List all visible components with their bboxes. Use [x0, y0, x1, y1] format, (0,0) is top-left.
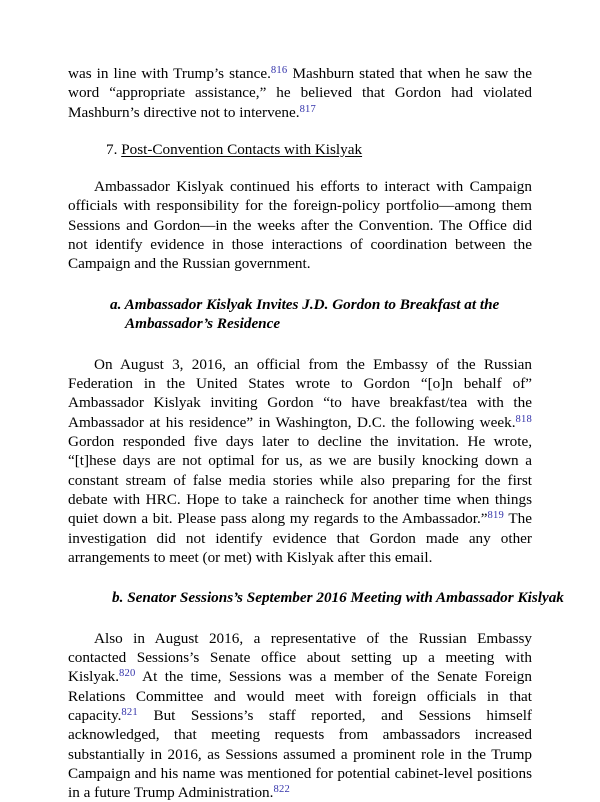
paragraph-a	[68, 355, 532, 567]
section-heading-number: 7.	[106, 140, 122, 158]
footnote-ref-821[interactable]: 821	[121, 706, 138, 718]
paragraph-continued-text-2: Mashburn stated that when he saw the word “appropriate assistance,” he believed that Gordon had violated Mashburn’s directive not to intervene.	[68, 65, 532, 121]
paragraph-b-text-3: But Sessions’s staff reported, and Sessions himself acknowledged, that meeting requests from ambassadors increased substantially in 2016, as Sessions assumed a prominent role in the Trump Campaign and his name was mentioned for potential cabinet-level positions in a future Trump Administration.	[68, 706, 532, 802]
paragraph-b	[68, 629, 532, 802]
spacer	[68, 334, 532, 355]
footnote-ref-822[interactable]: 822	[273, 784, 290, 796]
paragraph-a-text-3: The investigation did not identify evidence that Gordon made any other arrangements to meet (or met) with Kislyak after this email.	[68, 510, 532, 566]
section-heading-7	[68, 140, 570, 159]
spacer	[68, 274, 532, 295]
footnote-ref-820[interactable]: 820	[119, 668, 136, 680]
footnote-ref-818[interactable]: 818	[515, 413, 532, 425]
section-heading-title: Post-Convention Contacts with Kislyak	[121, 140, 363, 158]
subsection-heading-a	[68, 295, 574, 334]
spacer	[68, 159, 532, 177]
spacer	[68, 122, 532, 140]
paragraph-continued	[68, 64, 532, 122]
paragraph-a-text-1: On August 3, 2016, an official from the Embassy of the Russian Federation in the United States wrote to Gordon “[o]n behalf of” Ambassador Kislyak inviting Gordon “to have breakfast/tea with the Ambassador at his residence” in Washington, D.C. the following week.	[68, 355, 532, 431]
spacer	[68, 608, 532, 629]
subsection-heading-b: b. Senator Sessions’s September 2016 Meeting with Ambassador Kislyak	[112, 589, 564, 607]
paragraph-a-text-2: Gordon responded five days later to decline the invitation. He wrote, “[t]hese days are not optimal for us, as we are busily knocking down a constant stream of false media stories while also preparing for the first debate with HRC. Hope to take a raincheck for another time when things quiet down a bit. Please pass along my regards to the Ambassador.”	[68, 433, 532, 528]
subsection-heading-a-line2: Ambassador’s Residence	[125, 315, 281, 333]
paragraph-b-text-2: At the time, Sessions was a member of the Senate Foreign Relations Committee and would meet with foreign officials in that capacity.	[68, 668, 532, 724]
spacer	[68, 567, 532, 588]
paragraph-intro: Ambassador Kislyak continued his efforts to interact with Campaign officials with responsibility for the foreign-policy portfolio—among them Sessions and Gordon—in the weeks after the Convention. The Office did not identify evidence in those interactions of coordination between the Campaign and the Russian government.	[68, 178, 532, 273]
footnote-ref-819[interactable]: 819	[487, 510, 505, 522]
subsection-heading-a-line1: a. Ambassador Kislyak Invites J.D. Gordon to Breakfast at the	[110, 295, 500, 313]
paragraph-continued-text-1: was in line with Trump’s stance.	[68, 65, 271, 82]
footnote-ref-816[interactable]: 816	[270, 65, 288, 76]
paragraph-b-text-1: Also in August 2016, a representative of the Russian Embassy contacted Sessions’s Senate office about setting up a meeting with Kislyak.	[68, 629, 532, 686]
footnote-ref-817[interactable]: 817	[299, 103, 317, 115]
